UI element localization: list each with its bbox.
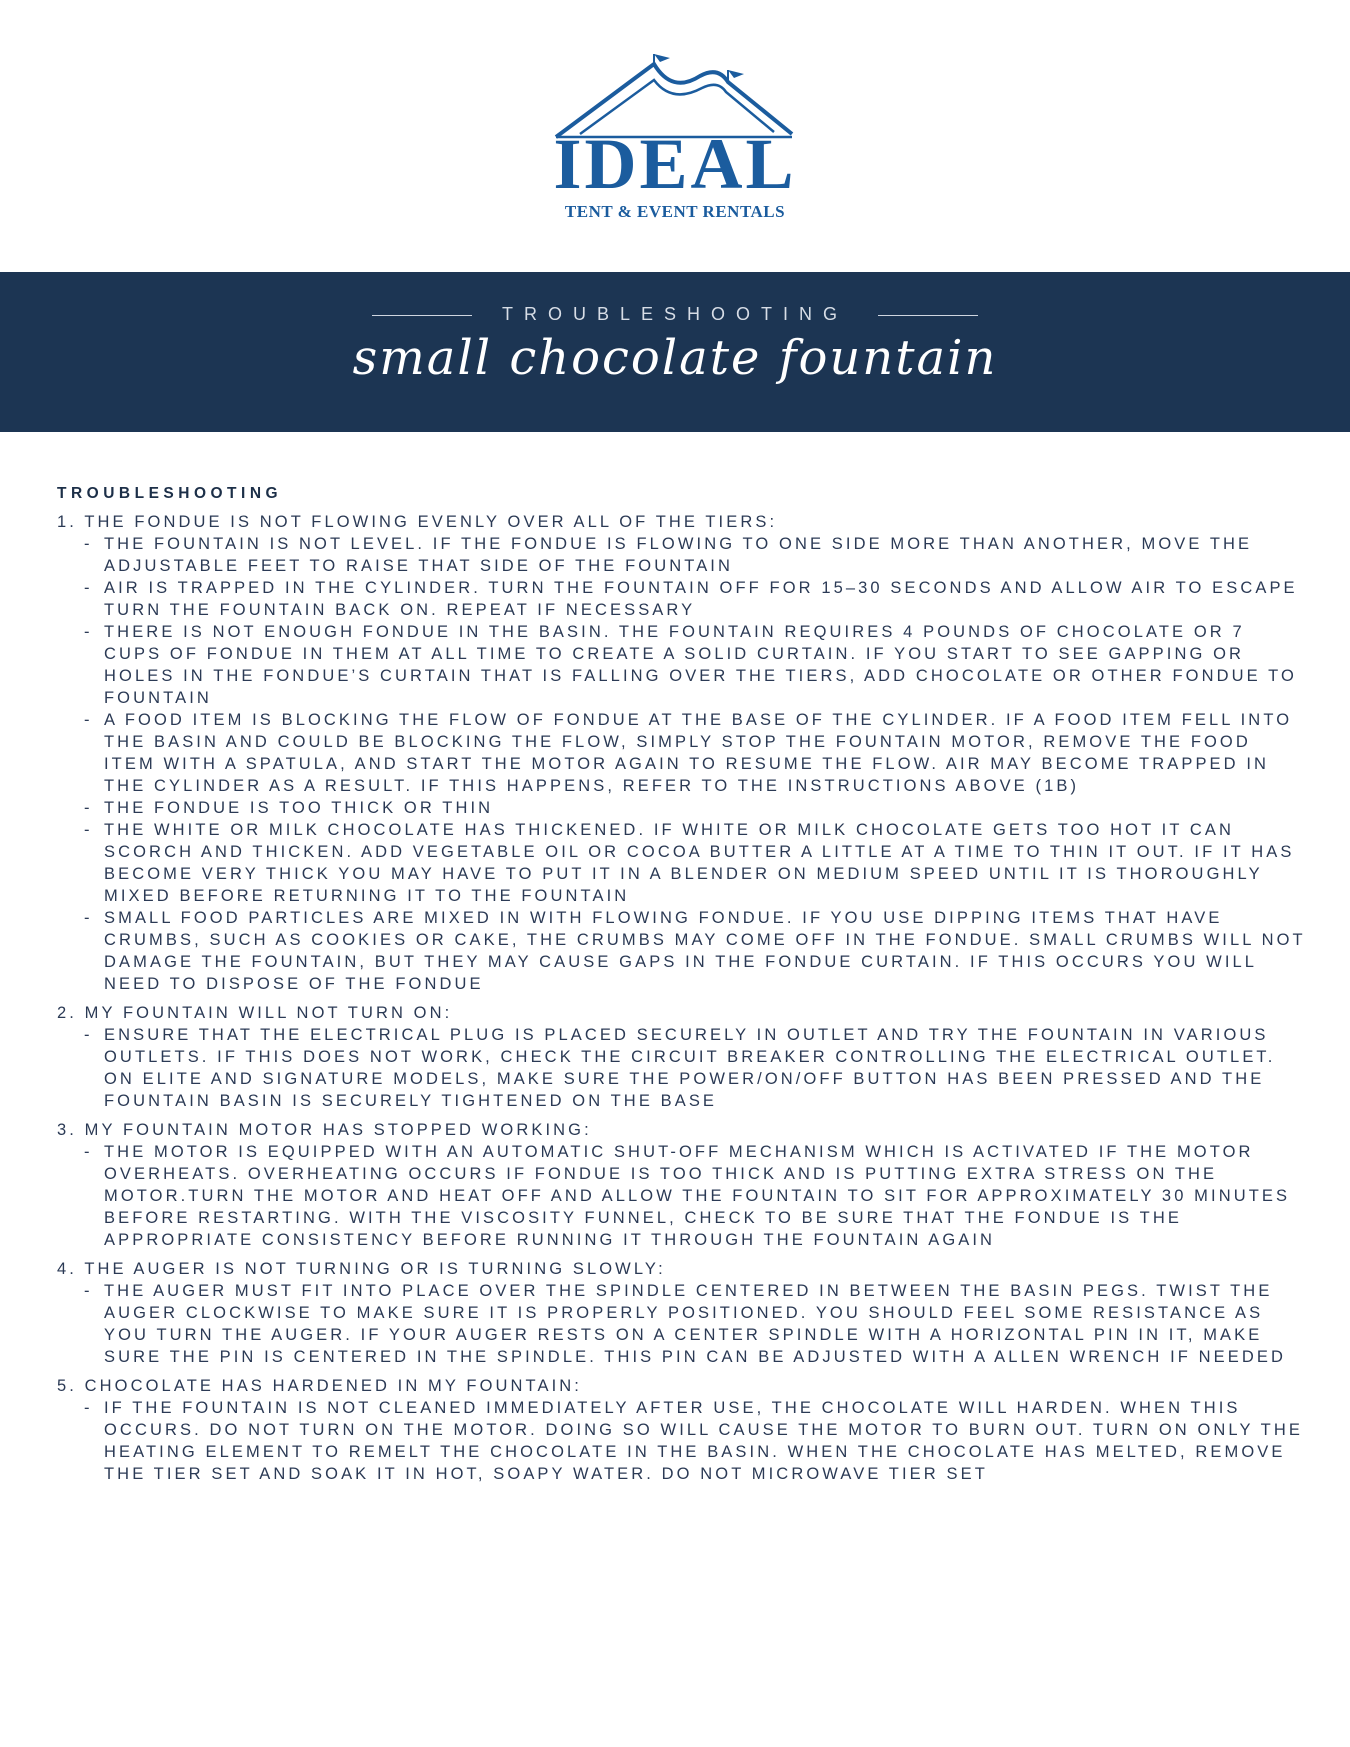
solution-text: THE FONDUE IS TOO THICK OR THIN (104, 799, 494, 817)
dash-bullet: - (84, 821, 93, 839)
solution-entry (57, 621, 1307, 709)
troubleshooting-item (57, 1119, 1307, 1251)
solution-text: THE AUGER MUST FIT INTO PLACE OVER THE SPINDLE CENTERED IN BETWEEN THE BASIN PEGS. TWIST THE AUGER CLOCKWISE TO MAKE SURE IT IS PROPERLY POSITIONED. YOU SHOULD FEEL SOME RESISTANCE AS YOU TURN THE AUGER. IF YOUR AUGER RESTS ON A CENTER SPINDLE WITH A HORIZONTAL PIN IN IT, MAKE SURE THE PIN IS CENTERED IN THE SPINDLE. THIS PIN CAN BE ADJUSTED WITH A ALLEN WRENCH IF NEEDED (104, 1282, 1287, 1366)
dash-bullet: - (84, 1282, 93, 1300)
solution-entry (57, 577, 1307, 621)
solution-entry (57, 819, 1307, 907)
dash-bullet: - (84, 579, 93, 597)
dash-bullet: - (84, 1143, 93, 1161)
troubleshooting-list (57, 511, 1307, 1485)
solution-text: THE FOUNTAIN IS NOT LEVEL. IF THE FONDUE IS FLOWING TO ONE SIDE MORE THAN ANOTHER, MOVE THE ADJUSTABLE FEET TO RAISE THAT SIDE OF THE FOUNTAIN (104, 535, 1253, 575)
solution-entry (57, 533, 1307, 577)
solution-text: IF THE FOUNTAIN IS NOT CLEANED IMMEDIATELY AFTER USE, THE CHOCOLATE WILL HARDEN. WHEN THIS OCCURS. DO NOT TURN ON THE MOTOR. DOING SO WILL CAUSE THE MOTOR TO BURN OUT. TURN ON ONLY THE HEATING ELEMENT TO REMELT THE CHOCOLATE IN THE BASIN. WHEN THE CHOCOLATE HAS MELTED, REMOVE THE TIER SET AND SOAK IT IN HOT, SOAPY WATER. DO NOT MICROWAVE TIER SET (104, 1399, 1303, 1483)
item-solutions (57, 533, 1307, 995)
dash-bullet: - (84, 799, 93, 817)
troubleshooting-item (57, 1002, 1307, 1112)
troubleshooting-item (57, 1258, 1307, 1368)
solution-entry (57, 907, 1307, 995)
solution-text: SMALL FOOD PARTICLES ARE MIXED IN WITH FLOWING FONDUE. IF YOU USE DIPPING ITEMS THAT HAVE CRUMBS, SUCH AS COOKIES OR CAKE, THE CRUMBS MAY COME OFF IN THE FONDUE. SMALL CRUMBS WILL NOT DAMAGE THE FOUNTAIN, BUT THEY MAY CAUSE GAPS IN THE FONDUE CURTAIN. IF THIS OCCURS YOU WILL NEED TO DISPOSE OF THE FONDUE (104, 909, 1306, 993)
troubleshooting-content (57, 485, 1307, 1492)
dash-bullet: - (84, 1026, 93, 1044)
item-title: 3. MY FOUNTAIN MOTOR HAS STOPPED WORKING: (57, 1121, 592, 1139)
kicker-rule-left (372, 315, 472, 316)
solution-entry (57, 797, 1307, 819)
solution-entry (57, 1141, 1307, 1251)
dash-bullet: - (84, 535, 93, 553)
banner-kicker (0, 304, 1350, 325)
item-title: 4. THE AUGER IS NOT TURNING OR IS TURNING SLOWLY: (57, 1260, 666, 1278)
item-title: 2. MY FOUNTAIN WILL NOT TURN ON: (57, 1004, 453, 1022)
dash-bullet: - (84, 909, 93, 927)
solution-text: THE WHITE OR MILK CHOCOLATE HAS THICKENED. IF WHITE OR MILK CHOCOLATE GETS TOO HOT IT CAN SCORCH AND THICKEN. ADD VEGETABLE OIL OR COCOA BUTTER A LITTLE AT A TIME TO THIN IT OUT. IF IT HAS BECOME VERY THICK YOU MAY HAVE TO PUT IT IN A BLENDER ON MEDIUM SPEED UNTIL IT IS THOROUGHLY MIXED BEFORE RETURNING IT TO THE FOUNTAIN (104, 821, 1295, 905)
dash-bullet: - (84, 711, 93, 729)
header-banner (0, 272, 1350, 432)
solution-entry (57, 1024, 1307, 1112)
banner-title: small chocolate fountain (352, 330, 998, 386)
solution-text: AIR IS TRAPPED IN THE CYLINDER. TURN THE FOUNTAIN OFF FOR 15–30 SECONDS AND ALLOW AIR TO ESCAPE TURN THE FOUNTAIN BACK ON. REPEAT IF NECESSARY (104, 579, 1298, 619)
item-solutions (57, 1397, 1307, 1485)
section-heading: TROUBLESHOOTING (57, 485, 283, 502)
solution-text: A FOOD ITEM IS BLOCKING THE FLOW OF FONDUE AT THE BASE OF THE CYLINDER. IF A FOOD ITEM FELL INTO THE BASIN AND COULD BE BLOCKING THE FLOW, SIMPLY STOP THE FOUNTAIN MOTOR, REMOVE THE FOOD ITEM WITH A SPATULA, AND START THE MOTOR AGAIN TO RESUME THE FLOW. AIR MAY BECOME TRAPPED IN THE CYLINDER AS A RESULT. IF THIS HAPPENS, REFER TO THE INSTRUCTIONS ABOVE (1B) (104, 711, 1293, 795)
item-solutions (57, 1141, 1307, 1251)
logo-wordmark: IDEAL (553, 124, 797, 204)
solution-entry (57, 1280, 1307, 1368)
dash-bullet: - (84, 623, 93, 641)
item-title: 1. THE FONDUE IS NOT FLOWING EVENLY OVER ALL OF THE TIERS: (57, 513, 778, 531)
banner-kicker-text: TROUBLESHOOTING (501, 304, 849, 324)
solution-entry (57, 1397, 1307, 1485)
item-solutions (57, 1024, 1307, 1112)
solution-text: THERE IS NOT ENOUGH FONDUE IN THE BASIN. THE FOUNTAIN REQUIRES 4 POUNDS OF CHOCOLATE OR 7 CUPS OF FONDUE IN THEM AT ALL TIME TO CREATE A SOLID CURTAIN. IF YOU START TO SEE GAPPING OR HOLES IN THE FONDUE’S CURTAIN THAT IS FALLING OVER THE TIERS, ADD CHOCOLATE OR OTHER FONDUE TO FOUNTAIN (104, 623, 1297, 707)
troubleshooting-item (57, 511, 1307, 995)
solution-text: ENSURE THAT THE ELECTRICAL PLUG IS PLACED SECURELY IN OUTLET AND TRY THE FOUNTAIN IN VARIOUS OUTLETS. IF THIS DOES NOT WORK, CHECK THE CIRCUIT BREAKER CONTROLLING THE ELECTRICAL OUTLET. ON ELITE AND SIGNATURE MODELS, MAKE SURE THE POWER/ON/OFF BUTTON HAS BEEN PRESSED AND THE FOUNTAIN BASIN IS SECURELY TIGHTENED ON THE BASE (104, 1026, 1276, 1110)
kicker-rule-right (878, 315, 978, 316)
solution-entry (57, 709, 1307, 797)
logo-tagline: TENT & EVENT RENTALS (564, 202, 786, 221)
dash-bullet: - (84, 1399, 93, 1417)
item-title: 5. CHOCOLATE HAS HARDENED IN MY FOUNTAIN: (57, 1377, 582, 1395)
item-solutions (57, 1280, 1307, 1368)
troubleshooting-item (57, 1375, 1307, 1485)
company-logo (0, 52, 1350, 242)
solution-text: THE MOTOR IS EQUIPPED WITH AN AUTOMATIC SHUT-OFF MECHANISM WHICH IS ACTIVATED IF THE MOTOR OVERHEATS. OVERHEATING OCCURS IF FONDUE IS TOO THICK AND IS PUTTING EXTRA STRESS ON THE MOTOR.TURN THE MOTOR AND HEAT OFF AND ALLOW THE FOUNTAIN TO SIT FOR APPROXIMATELY 30 MINUTES BEFORE RESTARTING. WITH THE VISCOSITY FUNNEL, CHECK TO BE SURE THAT THE FONDUE IS THE APPROPRIATE CONSISTENCY BEFORE RUNNING IT THROUGH THE FOUNTAIN AGAIN (104, 1143, 1291, 1249)
